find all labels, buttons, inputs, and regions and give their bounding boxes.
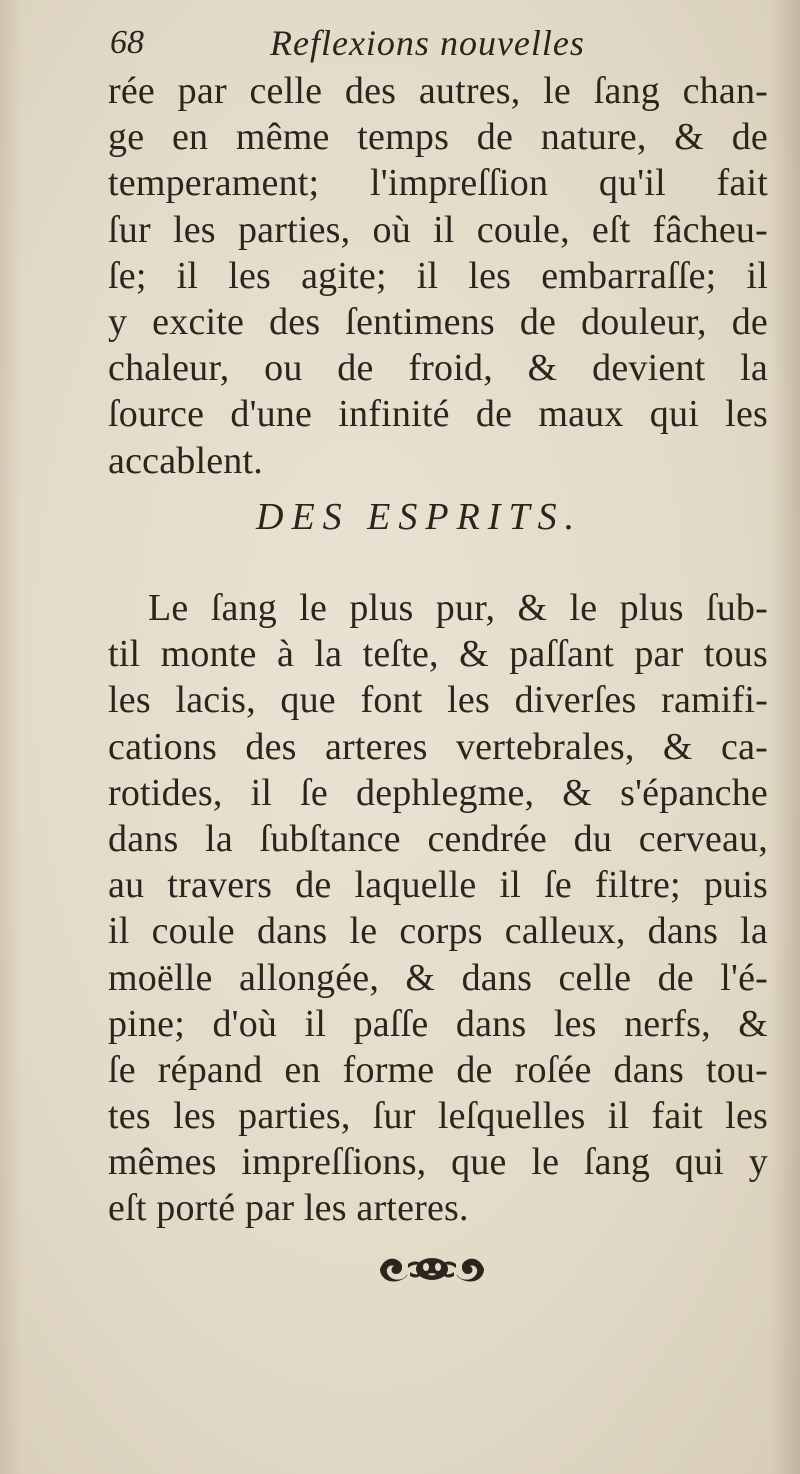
- text-line: accablent.: [108, 439, 263, 482]
- text-line: il coule dans le corps calleux, dans la: [108, 910, 768, 953]
- text-line: ſur les parties, où il coule, eſt fâcheu-: [108, 208, 768, 251]
- text-line: ſe répand en forme de roſée dans tou-: [108, 1048, 768, 1091]
- text-line: mêmes impreſſions, que le ſang qui y: [108, 1141, 768, 1184]
- text-line: au travers de laquelle il ſe filtre; puis: [108, 864, 768, 907]
- page-number: 68: [110, 24, 144, 61]
- text-line: Le ſang le plus pur, & le plus ſub-: [148, 587, 768, 629]
- page-edge-shadow: [770, 0, 800, 1474]
- text-line: y excite des ſentimens de douleur, de: [108, 300, 768, 343]
- text-line: dans la ſubſtance cendrée du cerveau,: [108, 817, 768, 860]
- paragraph-1: [108, 68, 768, 484]
- page-gutter-shadow: [0, 0, 22, 1474]
- text-line: pine; d'où il paſſe dans les nerfs, &: [108, 1002, 768, 1045]
- text-line: eſt porté par les arteres.: [108, 1187, 469, 1230]
- text-line: rotides, il ſe dephlegme, & s'épanche: [108, 771, 768, 814]
- text-line: ſource d'une infinité de maux qui les: [108, 393, 768, 436]
- text-line: ge en même temps de nature, & de: [108, 116, 768, 159]
- text-line: les lacis, que font les diverſes ramifi-: [108, 679, 768, 722]
- text-line: moëlle allongée, & dans celle de l'é-: [108, 956, 768, 999]
- text-line: chaleur, ou de froid, & devient la: [108, 347, 768, 390]
- fleuron-ornament-icon: [378, 1252, 486, 1286]
- running-head: Reflexions nouvelles: [270, 23, 585, 63]
- text-line: tes les parties, ſur leſquelles il fait les: [108, 1095, 768, 1138]
- text-line: temperament; l'impreſſion qu'il fait: [108, 162, 768, 205]
- text-line: rée par celle des autres, le ſang chan-: [108, 70, 768, 112]
- text-line: cations des arteres vertebrales, & ca-: [108, 725, 768, 768]
- text-line: ſe; il les agite; il les embarraſſe; il: [108, 254, 768, 297]
- text-line: til monte à la teſte, & paſſant par tous: [108, 633, 768, 676]
- section-heading: DES ESPRITS.: [256, 496, 583, 538]
- page-header: [110, 22, 730, 72]
- paragraph-2: [108, 585, 768, 1232]
